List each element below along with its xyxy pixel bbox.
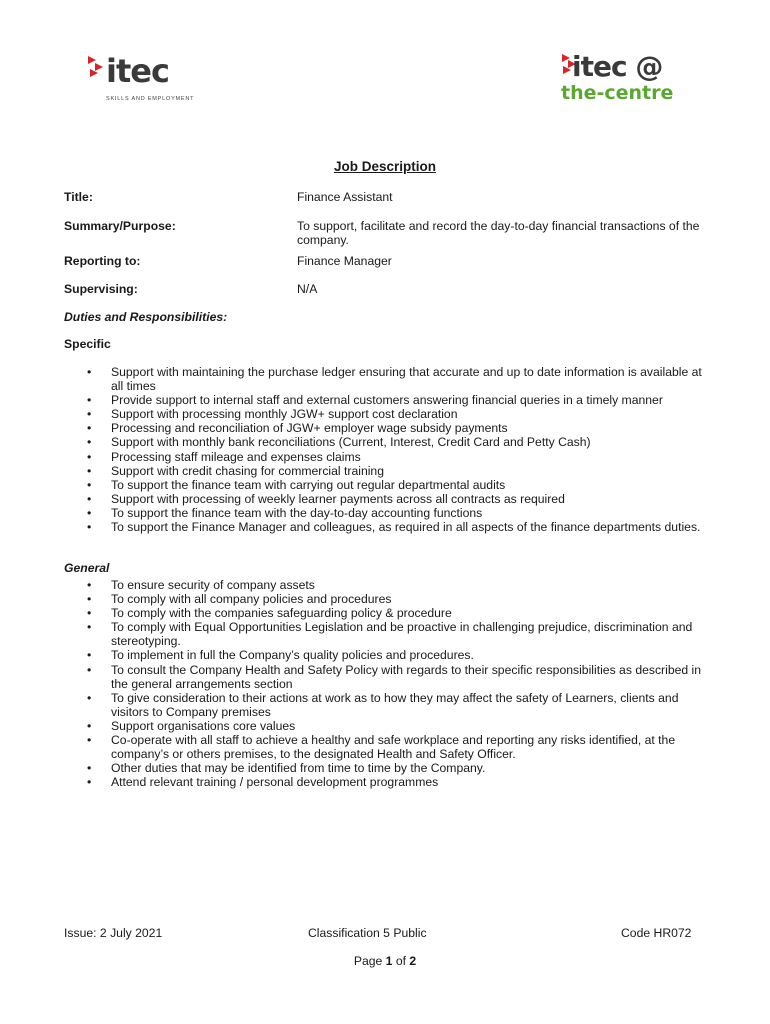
list-item-text: To comply with the companies safeguarding policy & procedure — [111, 606, 452, 621]
list-item-text: Attend relevant training / personal development programmes — [111, 775, 439, 790]
itec-logo — [88, 54, 218, 110]
list-item-text: Support with credit chasing for commercial training — [111, 463, 384, 478]
list-item-text: To support the finance team with carrying out regular departmental audits — [111, 477, 506, 492]
list-item-text: Other duties that may be identified from time to time by the Company. — [111, 761, 486, 776]
list-item — [64, 620, 704, 648]
bullet-icon: • — [87, 690, 92, 705]
list-item — [64, 365, 704, 393]
bullet-icon: • — [87, 449, 92, 464]
bullet-icon: • — [87, 407, 92, 422]
itec-the-centre-logo — [560, 52, 710, 108]
list-item — [64, 606, 704, 620]
list-item-text: To support the Finance Manager and colleagues, as required in all aspects of the finance departments duties. — [111, 520, 701, 535]
general-heading: General — [64, 561, 110, 575]
bullet-icon: • — [87, 718, 92, 733]
list-item-text: Processing staff mileage and expenses claims — [111, 449, 361, 464]
list-item — [64, 733, 704, 761]
list-item-text: To comply with Equal Opportunities Legislation and be proactive in challenging prejudice, discrimination and stereotyping. — [111, 620, 693, 649]
list-item-text: Support with maintaining the purchase ledger ensuring that accurate and up to date information is available at all times — [111, 365, 702, 394]
field-label-supervising: Supervising: — [64, 282, 138, 296]
footer-classification: Classification 5 Public — [308, 926, 427, 940]
list-item-text: To consult the Company Health and Safety Policy with regards to their specific responsibilities as described in the general arrangements section — [111, 662, 702, 691]
logo-wordmark: itec @ — [572, 50, 663, 83]
list-item — [64, 435, 704, 449]
list-item-text: Co-operate with all staff to achieve a healthy and safe workplace and reporting any risks identified, at the company’s or others premises, to the designated Health and Safety Officer. — [111, 733, 676, 762]
list-item-text: Provide support to internal staff and external customers answering financial queries in a timely manner — [111, 393, 663, 408]
bullet-icon: • — [87, 393, 92, 408]
list-item-text: Support organisations core values — [111, 718, 296, 733]
list-item — [64, 520, 704, 534]
logo-triangle-icon — [563, 66, 571, 74]
list-item — [64, 719, 704, 733]
bullet-icon: • — [87, 578, 92, 592]
page-prefix: Page — [353, 954, 386, 968]
list-item — [64, 648, 704, 662]
list-item — [64, 478, 704, 492]
bullet-icon: • — [87, 662, 92, 677]
page-number — [0, 954, 770, 968]
list-item — [64, 663, 704, 691]
footer-code: Code HR072 — [621, 926, 692, 940]
list-item-text: Support with processing of weekly learner payments across all contracts as required — [111, 491, 565, 506]
bullet-icon: • — [87, 477, 92, 492]
duties-heading: Duties and Responsibilities: — [64, 310, 228, 324]
list-item — [64, 506, 704, 520]
page-of: of — [392, 954, 410, 968]
bullet-icon: • — [87, 463, 92, 478]
footer-issue: Issue: 2 July 2021 — [64, 926, 163, 940]
list-item — [64, 464, 704, 478]
list-item — [64, 421, 704, 435]
list-item — [64, 691, 704, 719]
field-label-title: Title: — [64, 190, 93, 204]
list-item-text: Processing and reconciliation of JGW+ employer wage subsidy payments — [111, 421, 508, 436]
bullet-icon: • — [87, 648, 92, 663]
list-item — [64, 450, 704, 464]
bullet-icon: • — [87, 520, 92, 535]
list-item — [64, 492, 704, 506]
field-value-summary: To support, facilitate and record the day-to-day financial transactions of the company. — [297, 219, 700, 247]
document-title — [0, 159, 770, 174]
field-value-reporting: Finance Manager — [297, 254, 392, 268]
bullet-icon: • — [87, 421, 92, 436]
logo-subbrand: the-centre — [561, 82, 674, 104]
bullet-icon: • — [87, 505, 92, 520]
page-current: 1 — [385, 954, 393, 968]
list-item — [64, 775, 704, 789]
logo-tagline: SKILLS AND EMPLOYMENT — [106, 96, 195, 102]
specific-heading: Specific — [64, 337, 111, 351]
field-value-title: Finance Assistant — [297, 190, 393, 204]
list-item-text: To support the finance team with the day-to-day accounting functions — [111, 505, 483, 520]
list-item-text: To implement in full the Company’s quality policies and procedures. — [111, 648, 474, 663]
bullet-icon: • — [87, 365, 92, 379]
bullet-icon: • — [87, 606, 92, 621]
logo-triangle-icon — [90, 69, 98, 77]
list-item-text: To comply with all company policies and procedures — [111, 592, 392, 607]
bullet-icon: • — [87, 592, 92, 607]
general-duties-list — [64, 578, 704, 789]
document-title-text: Job Description — [333, 159, 436, 174]
list-item — [64, 393, 704, 407]
bullet-icon: • — [87, 733, 92, 748]
bullet-icon: • — [87, 620, 92, 635]
specific-duties-list — [64, 365, 704, 534]
bullet-icon: • — [87, 491, 92, 506]
list-item-text: To give consideration to their actions at work as to how they may affect the safety of Learners, clients and visitors to Company premises — [111, 690, 679, 719]
list-item — [64, 761, 704, 775]
field-label-summary: Summary/Purpose: — [64, 219, 176, 233]
list-item — [64, 578, 704, 592]
list-item — [64, 592, 704, 606]
field-value-supervising: N/A — [297, 282, 318, 296]
list-item-text: To ensure security of company assets — [111, 578, 315, 592]
list-item-text: Support with processing monthly JGW+ support cost declaration — [111, 407, 458, 422]
list-item-text: Support with monthly bank reconciliations (Current, Interest, Credit Card and Petty Cash) — [111, 435, 591, 450]
page-total: 2 — [409, 954, 417, 968]
field-label-reporting: Reporting to: — [64, 254, 141, 268]
logo-wordmark: itec — [106, 52, 169, 90]
bullet-icon: • — [87, 775, 92, 790]
bullet-icon: • — [87, 435, 92, 450]
bullet-icon: • — [87, 761, 92, 776]
list-item — [64, 407, 704, 421]
